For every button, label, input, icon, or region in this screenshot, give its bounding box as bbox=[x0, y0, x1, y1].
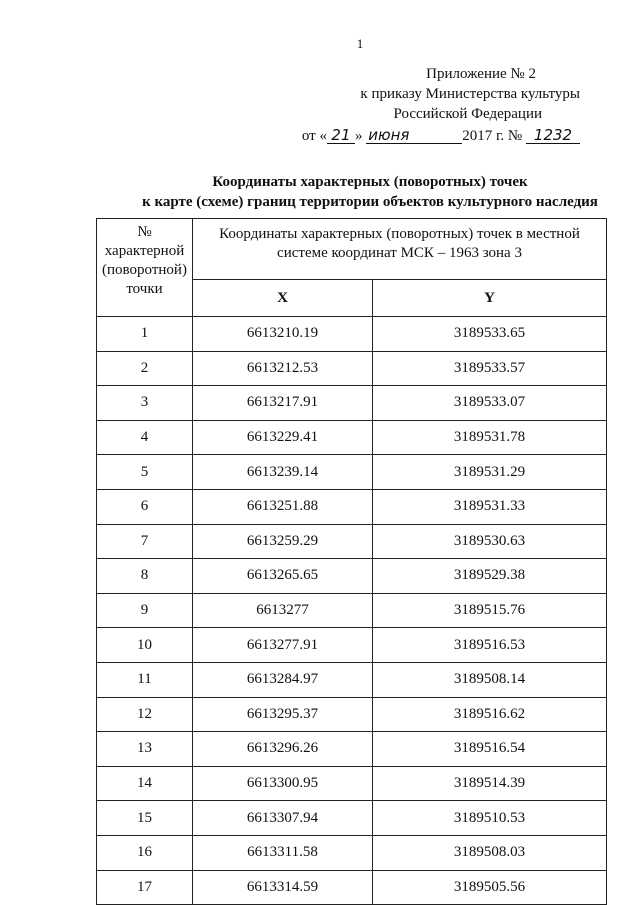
title-line-2: к карте (схеме) границ территории объектов культурного наследия bbox=[142, 194, 598, 210]
table-row bbox=[97, 766, 607, 801]
cell-point-number: 4 bbox=[97, 420, 193, 455]
cell-x: 6613265.65 bbox=[193, 559, 373, 594]
cell-y: 3189515.76 bbox=[373, 593, 607, 628]
cell-y: 3189514.39 bbox=[373, 766, 607, 801]
order-prefix: от « bbox=[301, 128, 327, 144]
cell-x: 6613229.41 bbox=[193, 420, 373, 455]
cell-point-number: 1 bbox=[97, 317, 193, 352]
title-line-1: Координаты характерных (поворотных) точек bbox=[212, 174, 528, 190]
table-row bbox=[97, 697, 607, 732]
cell-y: 3189516.53 bbox=[373, 628, 607, 663]
appendix-line-2: к приказу Министерства культуры bbox=[360, 86, 580, 102]
cell-y: 3189529.38 bbox=[373, 559, 607, 594]
cell-point-number: 5 bbox=[97, 455, 193, 490]
cell-y: 3189531.29 bbox=[373, 455, 607, 490]
coordinates-table bbox=[96, 218, 607, 905]
table-row bbox=[97, 732, 607, 767]
cell-point-number: 17 bbox=[97, 870, 193, 905]
cell-y: 3189508.14 bbox=[373, 662, 607, 697]
table-row bbox=[97, 593, 607, 628]
cell-point-number: 2 bbox=[97, 351, 193, 386]
cell-point-number: 13 bbox=[97, 732, 193, 767]
table-row bbox=[97, 559, 607, 594]
table-row bbox=[97, 317, 607, 352]
header-y: Y bbox=[373, 280, 607, 317]
cell-point-number: 14 bbox=[97, 766, 193, 801]
cell-point-number: 9 bbox=[97, 593, 193, 628]
order-mid: » bbox=[354, 128, 363, 144]
header-x: X bbox=[193, 280, 373, 317]
cell-y: 3189533.65 bbox=[373, 317, 607, 352]
cell-point-number: 6 bbox=[97, 489, 193, 524]
document-title bbox=[100, 172, 640, 212]
page-number: 1 bbox=[356, 36, 364, 51]
cell-point-number: 10 bbox=[97, 628, 193, 663]
order-year: 2017 г. № bbox=[462, 128, 523, 144]
cell-y: 3189516.62 bbox=[373, 697, 607, 732]
cell-point-number: 8 bbox=[97, 559, 193, 594]
header-coordinates-group: Координаты характерных (поворотных) точек в местной системе координат МСК – 1963 зона 3 bbox=[193, 219, 607, 280]
cell-y: 3189531.78 bbox=[373, 420, 607, 455]
table-row bbox=[97, 351, 607, 386]
cell-x: 6613300.95 bbox=[193, 766, 373, 801]
cell-y: 3189516.54 bbox=[373, 732, 607, 767]
cell-y: 3189510.53 bbox=[373, 801, 607, 836]
cell-x: 6613284.97 bbox=[193, 662, 373, 697]
order-day-handwritten: 21 bbox=[327, 127, 355, 144]
cell-point-number: 7 bbox=[97, 524, 193, 559]
cell-point-number: 16 bbox=[97, 835, 193, 870]
table-row bbox=[97, 420, 607, 455]
table-row bbox=[97, 662, 607, 697]
order-month-handwritten: июня bbox=[366, 127, 462, 144]
cell-x: 6613311.58 bbox=[193, 835, 373, 870]
appendix-line-1: Приложение № 2 bbox=[426, 66, 536, 82]
cell-x: 6613212.53 bbox=[193, 351, 373, 386]
cell-x: 6613239.14 bbox=[193, 455, 373, 490]
cell-point-number: 11 bbox=[97, 662, 193, 697]
cell-x: 6613277 bbox=[193, 593, 373, 628]
cell-x: 6613295.37 bbox=[193, 697, 373, 732]
cell-x: 6613314.59 bbox=[193, 870, 373, 905]
header-point-number: № характерной (поворотной) точки bbox=[97, 219, 193, 317]
cell-y: 3189505.56 bbox=[373, 870, 607, 905]
cell-x: 6613217.91 bbox=[193, 386, 373, 421]
table-row bbox=[97, 455, 607, 490]
appendix-line-3: Российской Федерации bbox=[393, 106, 542, 122]
order-number-handwritten: 1232 bbox=[526, 127, 580, 144]
cell-point-number: 12 bbox=[97, 697, 193, 732]
cell-x: 6613259.29 bbox=[193, 524, 373, 559]
cell-x: 6613210.19 bbox=[193, 317, 373, 352]
cell-y: 3189533.57 bbox=[373, 351, 607, 386]
cell-x: 6613307.94 bbox=[193, 801, 373, 836]
cell-x: 6613296.26 bbox=[193, 732, 373, 767]
table-row bbox=[97, 489, 607, 524]
cell-y: 3189533.07 bbox=[373, 386, 607, 421]
table-row bbox=[97, 524, 607, 559]
cell-point-number: 15 bbox=[97, 801, 193, 836]
order-date-line bbox=[302, 126, 580, 146]
table-row bbox=[97, 835, 607, 870]
table-row bbox=[97, 628, 607, 663]
appendix-block bbox=[302, 64, 580, 146]
table-row bbox=[97, 386, 607, 421]
cell-y: 3189530.63 bbox=[373, 524, 607, 559]
cell-x: 6613277.91 bbox=[193, 628, 373, 663]
table-body bbox=[97, 317, 607, 905]
cell-point-number: 3 bbox=[97, 386, 193, 421]
table-row bbox=[97, 801, 607, 836]
table-row bbox=[97, 870, 607, 905]
cell-y: 3189508.03 bbox=[373, 835, 607, 870]
cell-y: 3189531.33 bbox=[373, 489, 607, 524]
cell-x: 6613251.88 bbox=[193, 489, 373, 524]
